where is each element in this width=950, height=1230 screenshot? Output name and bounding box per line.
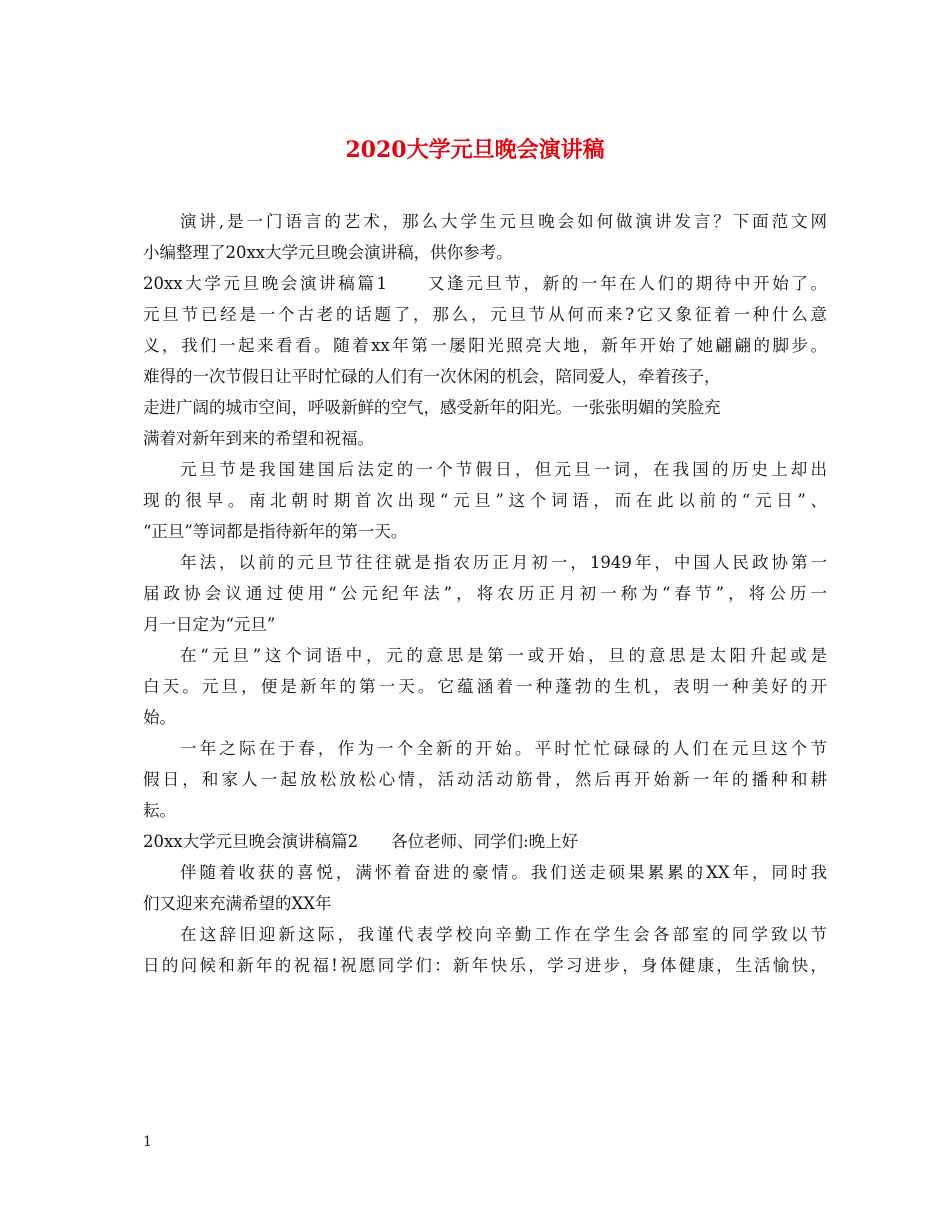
text-line: 伴随着收获的喜悦，满怀着奋进的豪情。我们送走硕果累累的XX年，同时我: [180, 863, 827, 882]
text-line: 届政协会议通过使用“公元纪年法”，将农历正月初一称为“春节”，将公历一: [143, 584, 827, 603]
text-line: 难得的一次节假日让平时忙碌的人们有一次休闲的机会，陪同爱人，牵着孩子，: [143, 367, 721, 386]
text-line: 白天。元旦，便是新年的第一天。它蕴涵着一种蓬勃的生机，表明一种美好的开: [143, 677, 827, 696]
text-line: 现的很早。南北朝时期首次出现“元旦”这个词语，而在此以前的“元日”、: [143, 491, 827, 510]
document-title: 2020大学元旦晚会演讲稿: [345, 137, 605, 163]
text-line: 们又迎来充满希望的XX年: [143, 894, 332, 913]
text-line: 演讲,是一门语言的艺术，那么大学生元旦晚会如何做演讲发言？下面范文网: [180, 212, 827, 231]
text-line: 满着对新年到来的希望和祝福。: [143, 429, 374, 448]
text-line: 一年之际在于春，作为一个全新的开始。平时忙忙碌碌的人们在元旦这个节: [180, 739, 827, 758]
text-line: 走进广阔的城市空间，呼吸新鲜的空气，感受新年的阳光。一张张明媚的笑脸充: [143, 398, 721, 417]
text-line: 耘。: [143, 801, 176, 820]
page-number: 1: [143, 1134, 152, 1150]
text-line: 20xx大学元旦晚会演讲稿篇1 又逢元旦节，新的一年在人们的期待中开始了。: [143, 274, 827, 293]
text-line: “正旦”等词都是指待新年的第一天。: [143, 522, 408, 541]
text-line: 20xx大学元旦晚会演讲稿篇2 各位老师、同学们:晚上好: [143, 832, 579, 851]
text-line: 义，我们一起来看看。随着xx年第一屡阳光照亮大地，新年开始了她翩翩的脚步。: [143, 336, 827, 355]
text-line: 日的问候和新年的祝福!祝愿同学们：新年快乐，学习进步，身体健康，生活愉快，: [143, 956, 827, 975]
text-line: 小编整理了20xx大学元旦晚会演讲稿，供你参考。: [143, 243, 513, 262]
text-line: 假日，和家人一起放松放松心情，活动活动筋骨，然后再开始新一年的播种和耕: [143, 770, 827, 789]
text-line: 月一日定为“元旦”: [143, 615, 276, 634]
text-line: 年法，以前的元旦节往往就是指农历正月初一，1949年，中国人民政协第一: [180, 553, 827, 572]
text-line: 在这辞旧迎新这际，我谨代表学校向辛勤工作在学生会各部室的同学致以节: [180, 925, 827, 944]
document-body: [143, 206, 827, 981]
text-line: 元旦节已经是一个古老的话题了，那么，元旦节从何而来?它又象征着一种什么意: [143, 305, 827, 324]
text-line: 元旦节是我国建国后法定的一个节假日，但元旦一词，在我国的历史上却出: [180, 460, 827, 479]
text-line: 始。: [143, 708, 176, 727]
text-line: 在“元旦”这个词语中，元的意思是第一或开始，旦的意思是太阳升起或是: [180, 646, 827, 665]
